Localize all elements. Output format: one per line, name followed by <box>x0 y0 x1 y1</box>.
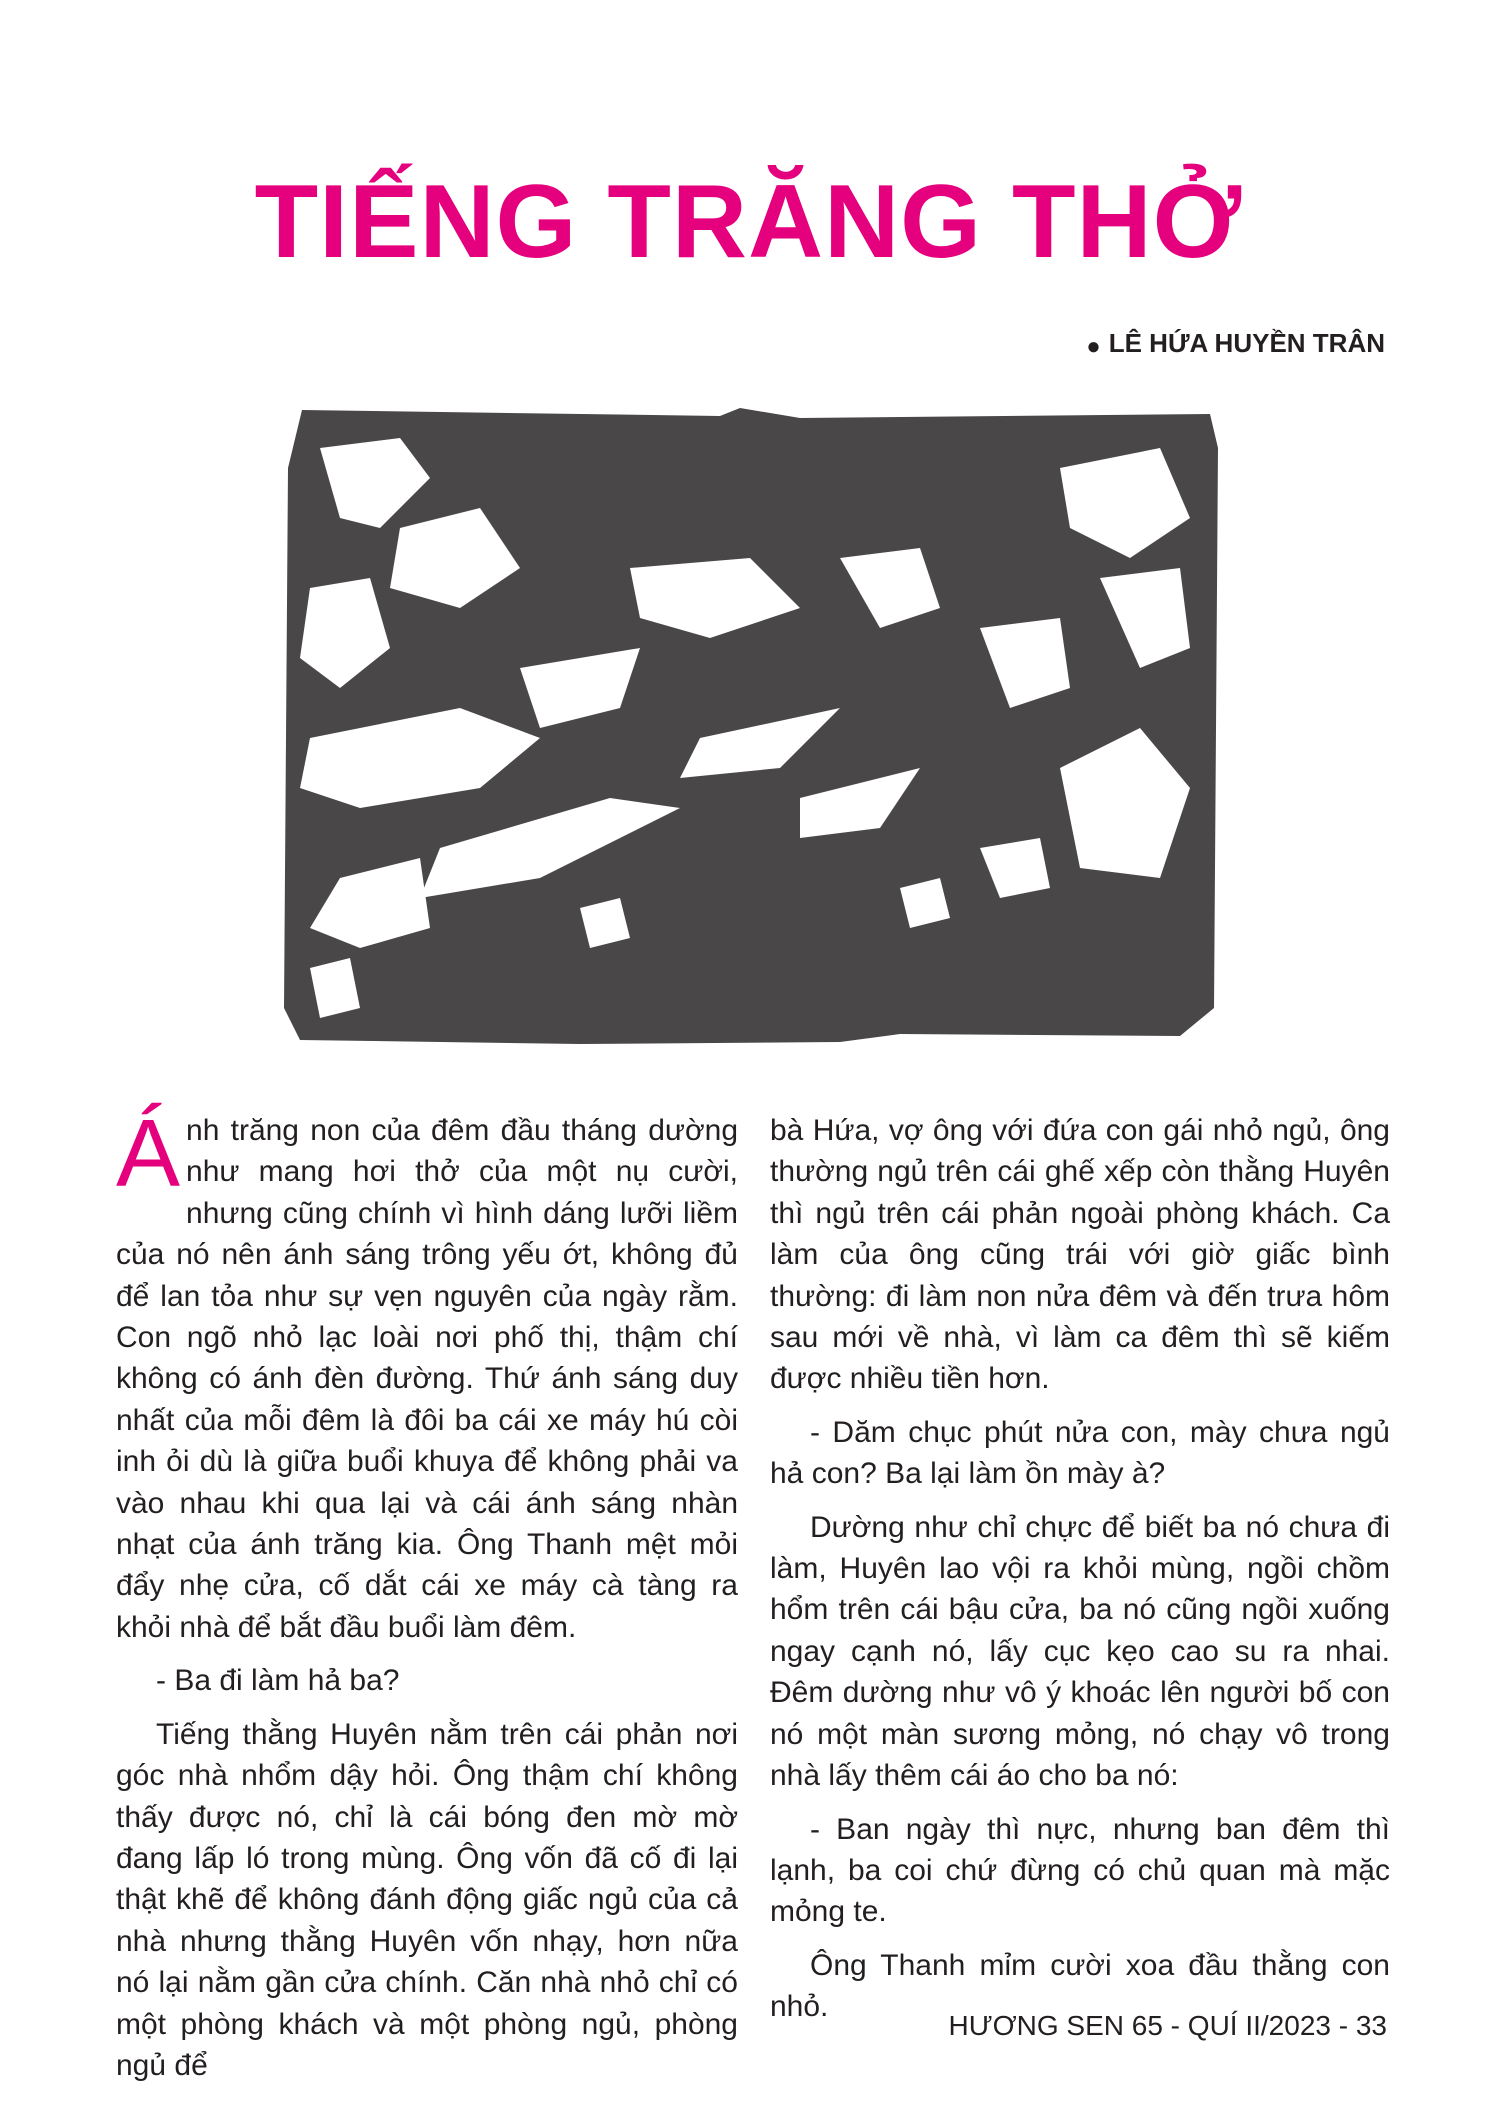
paragraph: Dường như chỉ chực để biết ba nó chưa đi làm, Huyên lao vội ra khỏi mùng, ngồi chồm hổm trên cái bậu cửa, ba nó cũng ngồi xuống ngay cạnh nó, lấy cục kẹo cao su ra nhai. Đêm dường như vô ý khoác lên người bố con nó một màn sương mỏng, nó chạy vô trong nhà lấy thêm cái áo cho ba nó: <box>770 1510 1390 1793</box>
paragraph: bà Hứa, vợ ông với đứa con gái nhỏ ngủ, ông thường ngủ trên cái ghế xếp còn thằng Huyên thì ngủ trên cái phản ngoài phòng khách. Ca làm của ông cũng trái với giờ giấc bình thường: đi làm non nửa đêm và đến trưa hôm sau mới về nhà, vì làm ca đêm thì sẽ kiếm được nhiều tiền hơn. <box>770 1114 1390 1396</box>
night-scene-illustration <box>280 408 1220 1048</box>
right-column <box>770 1110 1390 2040</box>
author-name: LÊ HỨA HUYỀN TRÂN <box>1108 328 1385 358</box>
paragraph <box>116 1100 738 1648</box>
bullet-icon: ● <box>1086 333 1101 360</box>
paragraph: - Ba đi làm hả ba? <box>156 1664 400 1698</box>
paragraph: - Ban ngày thì nực, nhưng ban đêm thì lạnh, ba coi chứ đừng có chủ quan mà mặc mỏng te. <box>770 1812 1390 1929</box>
paragraph-text: nh trăng non của đêm đầu tháng dường như mang hơi thở của một nụ cười, nhưng cũng chính vì hình dáng lưỡi liềm của nó nên ánh sáng trông yếu ớt, không đủ để lan tỏa như sự vẹn nguyên của ngày rằm. Con ngõ nhỏ lạc loài nơi phố thị, thậm chí không có ánh đèn đường. Thứ ánh sáng duy nhất của mỗi đêm là đôi ba cái xe máy hú còi inh ỏi dù là giữa buổi khuya để không phải va vào nhau khi qua lại và cái ánh sáng nhàn nhạt của ánh trăng kia. Ông Thanh mệt mỏi đẩy nhẹ cửa, cố dắt cái xe máy cà tàng ra khỏi nhà để bắt đầu buổi làm đêm. <box>116 1114 738 1644</box>
author-byline <box>1086 328 1385 359</box>
paragraph: - Dăm chục phút nửa con, mày chưa ngủ hả con? Ba lại làm ồn mày à? <box>770 1415 1390 1491</box>
paragraph: Ông Thanh mỉm cười xoa đầu thằng con nhỏ. <box>770 1948 1390 2024</box>
article-title: TIẾNG TRĂNG THỞ <box>254 164 1243 280</box>
page-footer: HƯƠNG SEN 65 - QUÍ II/2023 - 33 <box>948 2010 1387 2041</box>
drop-cap: Á <box>116 1100 181 1207</box>
paragraph: Tiếng thằng Huyên nằm trên cái phản nơi góc nhà nhổm dậy hỏi. Ông thậm chí không thấy được nó, chỉ là cái bóng đen mờ mờ đang lấp ló trong mùng. Ông vốn đã cố đi lại thật khẽ để không đánh động giấc ngủ của cả nhà nhưng thằng Huyên vốn nhạy, hơn nữa nó lại nằm gần cửa chính. Căn nhà nhỏ chỉ có một phòng khách và một phòng ngủ, phòng ngủ để <box>116 1717 738 2082</box>
left-column <box>116 1100 738 2098</box>
